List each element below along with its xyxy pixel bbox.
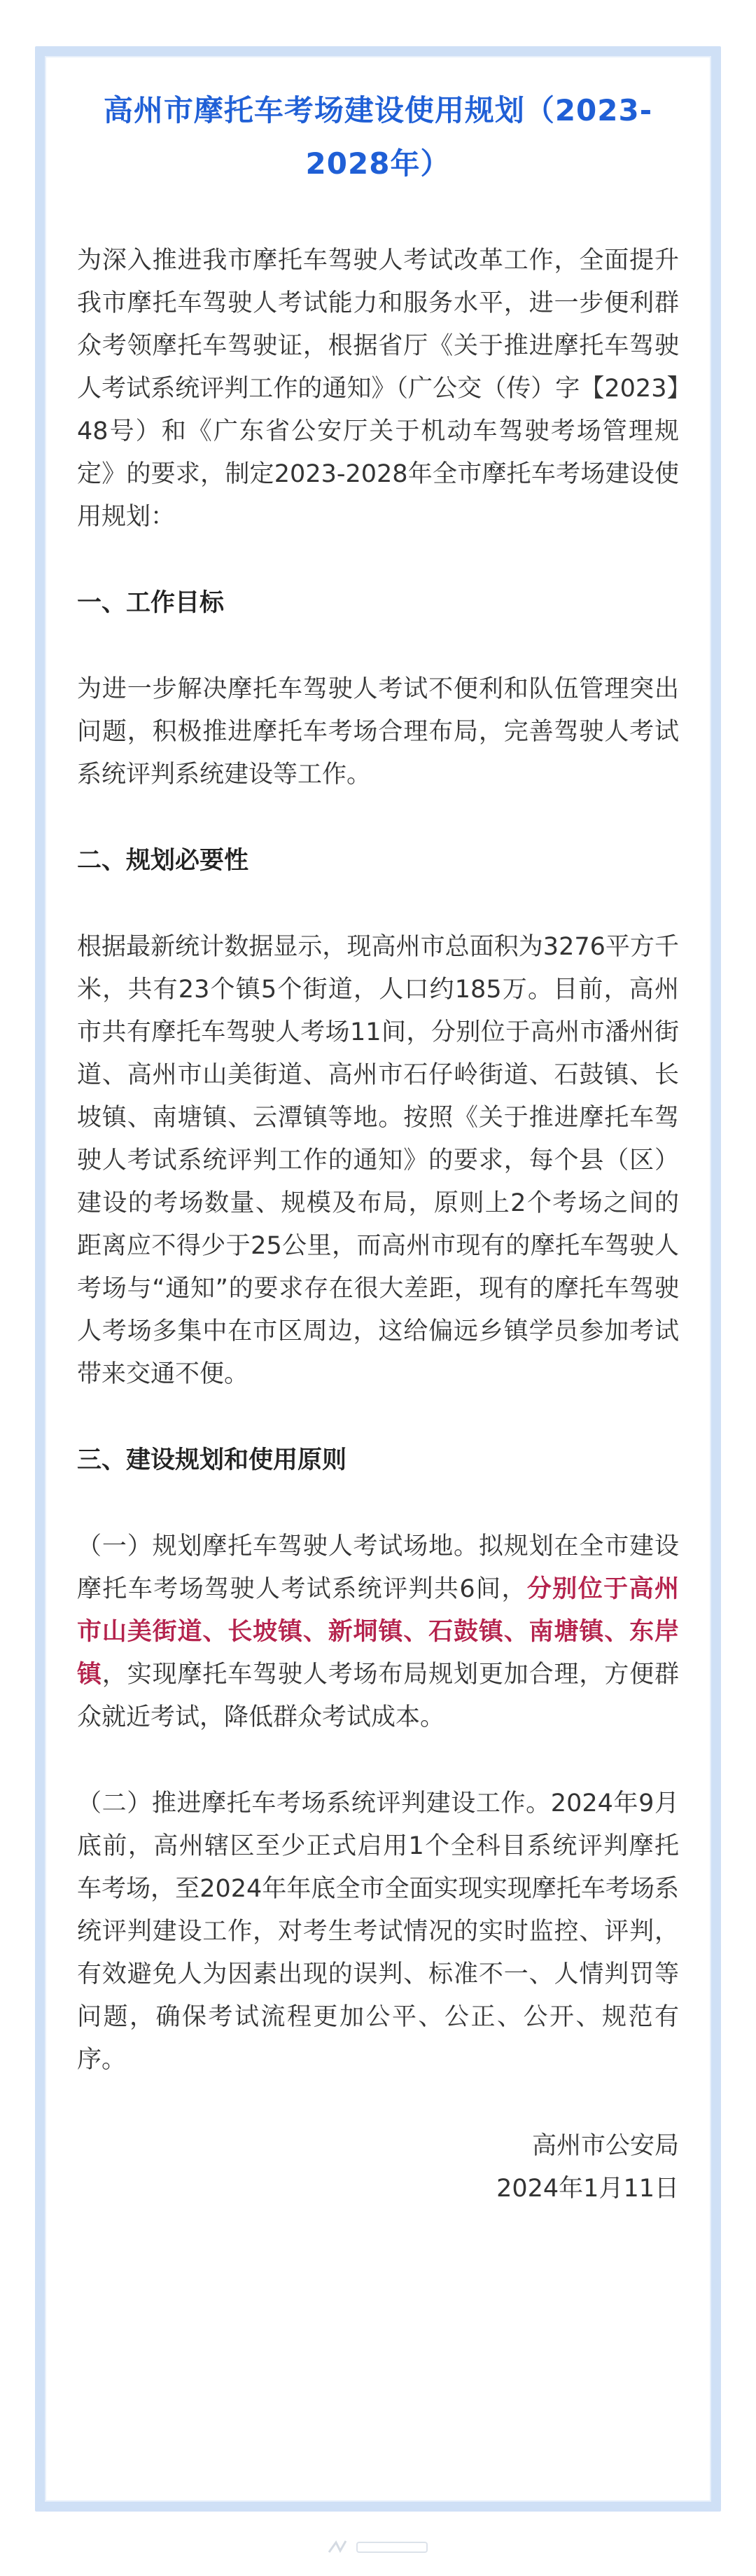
document-body <box>77 240 679 2210</box>
section3-heading: 三、建设规划和使用原则 <box>77 1446 347 1474</box>
signature-org: 高州市公安局 <box>531 2132 679 2160</box>
section2-body: 根据最新统计数据显示，现高州市总面积为3276平方千米，共有23个镇5个街道，人口约185万。目前，高州市共有摩托车驾驶人考场11间，分别位于高州市潘州街道、高州市山美街道、高州市石仔岭街道、石鼓镇、长坡镇、南塘镇、云潭镇等地。按照《关于推进摩托车驾驶人考试系统评判工作的通知》的要求，每个县（区）建设的考场数量、规模及布局，原则上2个考场之间的距离应不得少于25公里，而高州市现有的摩托车驾驶人考场与“通知”的要求存在很大差距，现有的摩托车驾驶人考场多集中在市区周边，这给偏远乡镇学员参加考试带来交通不便。 <box>77 933 679 1388</box>
section3-item1 <box>77 1525 679 1739</box>
spacer <box>77 539 679 582</box>
section1-body: 为进一步解决摩托车驾驶人考试不便利和队伍管理突出问题，积极推进摩托车考场合理布局，完善驾驶人考试系统评判系统建设等工作。 <box>77 675 679 789</box>
spacer <box>77 625 679 668</box>
signature-date: 2024年1月11日 <box>496 2175 679 2203</box>
spacer <box>77 1396 679 1439</box>
watermark-logo-icon <box>322 2537 434 2558</box>
spacer <box>77 796 679 840</box>
section3-item1-highlight: 分别位于高州市山美街道、长坡镇、新垌镇、石鼓镇、南塘镇、东岸镇 <box>77 1575 679 1689</box>
section2-heading: 二、规划必要性 <box>77 847 249 875</box>
section3-item1-text: （一）规划摩托车驾驶人考试场地。拟规划在全市建设摩托车考场驾驶人考试系统评判共6间， <box>77 1532 679 1603</box>
spacer <box>77 1482 679 1525</box>
watermark-logo <box>0 2537 756 2563</box>
section1-heading: 一、工作目标 <box>77 589 225 617</box>
intro-paragraph: 为深入推进我市摩托车驾驶人考试改革工作，全面提升我市摩托车驾驶人考试能力和服务水平，进一步便利群众考领摩托车驾驶证，根据省厅《关于推进摩托车驾驶人考试系统评判工作的通知》（广公交（传）字【2023】48号）和《广东省公安厅关于机动车驾驶考场管理规定》的要求，制定2023-2028年全市摩托车考场建设使用规划： <box>77 247 679 531</box>
spacer <box>77 2082 679 2125</box>
document-title: 高州市摩托车考场建设使用规划（2023-2028年） <box>103 93 653 181</box>
spacer <box>77 882 679 926</box>
section3-item1-text-end: ，实现摩托车驾驶人考场布局规划更加合理，方便群众就近考试，降低群众考试成本。 <box>77 1661 679 1731</box>
spacer <box>77 1739 679 1782</box>
section3-item2: （二）推进摩托车考场系统评判建设工作。2024年9月底前，高州辖区至少正式启用1个全科目系统评判摩托车考场，至2024年年底全市全面实现实现摩托车考场系统评判建设工作，对考生考试情况的实时监控、评判，有效避免人为因素出现的误判、标准不一、人情判罚等问题，确保考试流程更加公平、公正、公开、规范有序。 <box>77 1789 679 2074</box>
